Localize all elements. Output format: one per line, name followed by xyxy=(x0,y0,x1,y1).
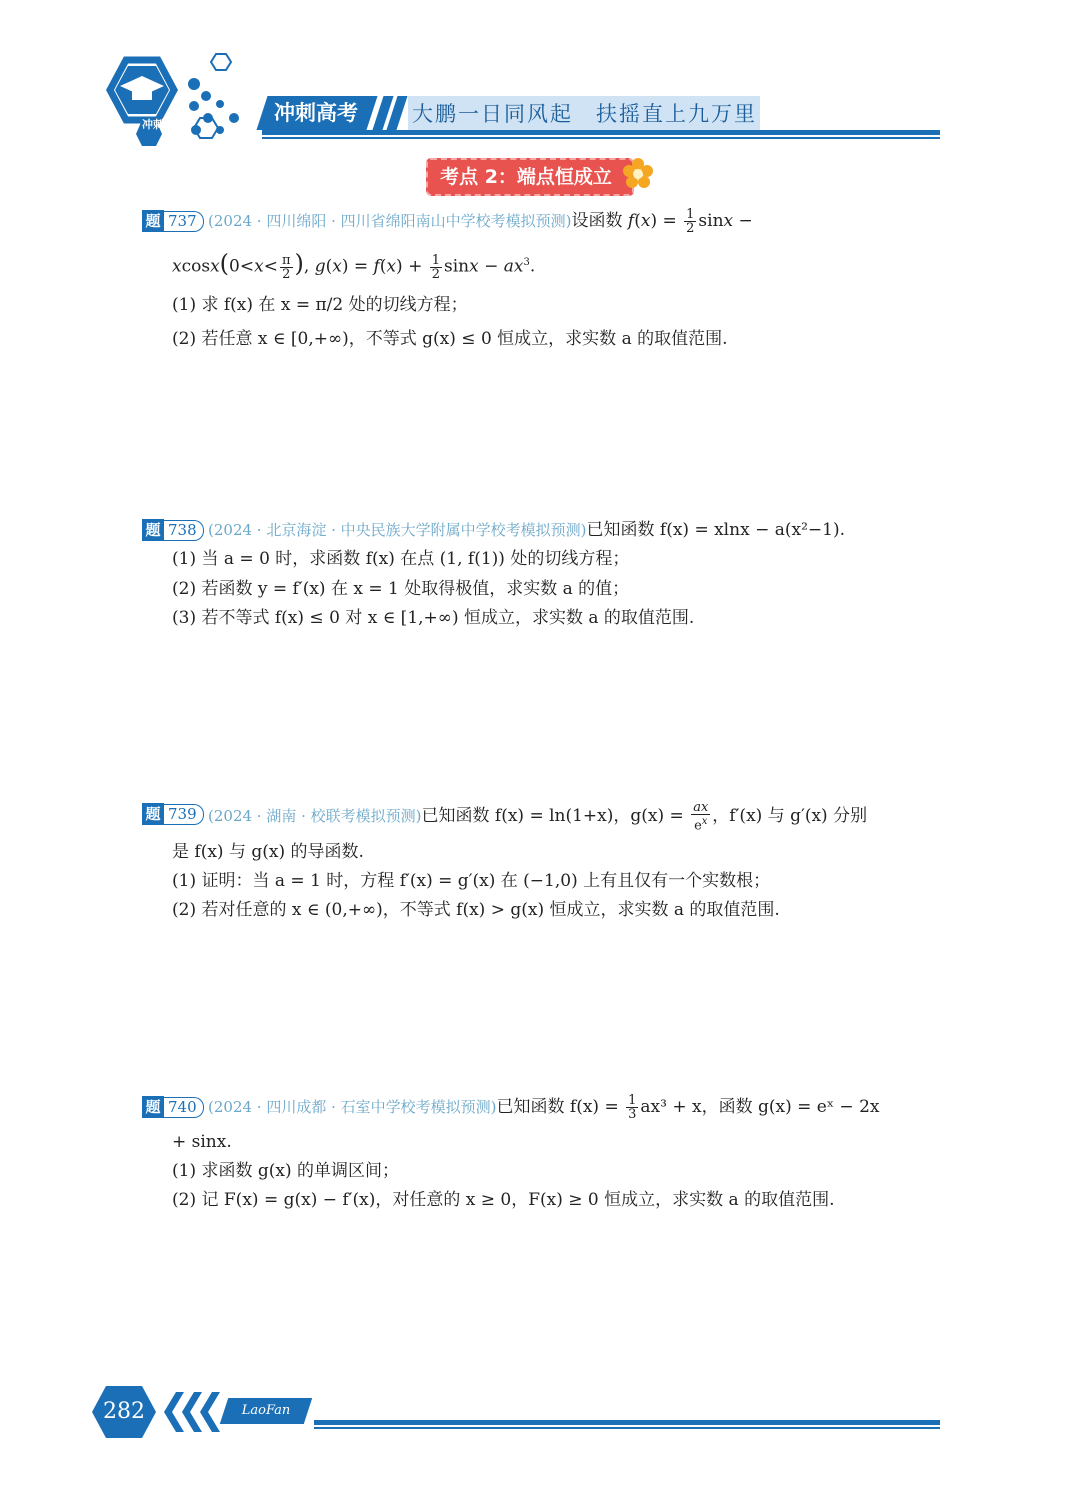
problem-number: 739 xyxy=(164,804,204,825)
problem-label xyxy=(142,803,204,825)
brand-text: LaoFan xyxy=(241,1403,291,1418)
problem-stem-text-end: ，f′(x) 与 g′(x) 分别 xyxy=(712,806,868,827)
problem-tag: 题 xyxy=(142,803,164,825)
problem-tag: 题 xyxy=(142,519,164,541)
problem-part: (1) 当 a = 0 时，求函数 f(x) 在点 (1, f(1)) 处的切线方程； xyxy=(172,549,630,569)
problem-stem xyxy=(208,517,845,543)
problem-stem: (2024 · 四川绵阳 · 四川省绵阳南山中学校考模拟预测)设函数 f(x) = $\frac{1}{2}$ sinx − xyxy=(208,207,753,236)
footer-rule xyxy=(314,1420,940,1425)
problem-stem-text-mid: ax³ + x，函数 g(x) = eˣ − 2x xyxy=(640,1097,880,1117)
problem-stem-cont: 是 f(x) 与 g(x) 的导函数. xyxy=(172,842,364,862)
problem-source: (2024 · 四川绵阳 · 四川省绵阳南山中学校考模拟预测) xyxy=(208,212,572,230)
problem-number: 740 xyxy=(164,1097,204,1118)
header-rule xyxy=(262,130,940,135)
problem-number: 737 xyxy=(164,211,204,232)
section-title: 考点 2：端点恒成立 xyxy=(440,166,612,188)
header-tag: 冲刺高考 xyxy=(274,101,358,125)
problem-stem: (2024 · 湖南 · 校联考模拟预测)已知函数 f(x) = ln(1+x)，g(x) = $\frac{ax}{e^x}$ ，f′(x) 与 g′(x) 分别 xyxy=(208,800,868,834)
footer-rule-thin xyxy=(314,1427,940,1429)
problem-label xyxy=(142,1096,204,1118)
problem-tag: 题 xyxy=(142,1096,164,1118)
logo-text: 冲刺 xyxy=(142,118,164,131)
problem-part: (2) 记 F(x) = g(x) − f′(x)，对任意的 x ≥ 0，F(x) ≥ 0 恒成立，求实数 a 的取值范围. xyxy=(172,1190,835,1210)
problem-label xyxy=(142,210,204,232)
problem-label xyxy=(142,519,204,541)
problem-source: (2024 · 湖南 · 校联考模拟预测) xyxy=(208,807,422,826)
problem-stem-text: 已知函数 f(x) = ln(1+x)，g(x) = xyxy=(421,806,684,827)
problem-part: (2) 若任意 x ∈ [0,+∞)，不等式 g(x) ≤ 0 恒成立，求实数 a 的取值范围. xyxy=(172,329,728,349)
problem-part: (2) 若函数 y = f′(x) 在 x = 1 处取得极值，求实数 a 的值； xyxy=(172,579,630,599)
header-slogan: 大鹏一日同风起 扶摇直上九万里 xyxy=(412,102,757,126)
problem-stem-text: 已知函数 f(x) = xlnx − a(x²−1). xyxy=(586,520,845,540)
problem-number: 738 xyxy=(164,520,204,541)
header-rule-thin xyxy=(262,137,940,139)
problem-part: (1) 求函数 g(x) 的单调区间； xyxy=(172,1161,400,1181)
problem-stem-text: 已知函数 f(x) = xyxy=(496,1097,619,1117)
flower-icon xyxy=(618,154,658,194)
problem-stem: (2024 · 四川成都 · 石室中学校考模拟预测)已知函数 f(x) = $\frac{1}{3}$ ax³ + x，函数 g(x) = eˣ − 2x xyxy=(208,1093,880,1122)
problem-part: (1) 证明：当 a = 1 时，方程 f′(x) = g′(x) 在 (−1,0) 上有且仅有一个实数根； xyxy=(172,871,771,891)
problem-part: (3) 若不等式 f(x) ≤ 0 对 x ∈ [1,+∞) 恒成立，求实数 a 的取值范围. xyxy=(172,608,695,628)
problem-part: (1) 求 f(x) 在 x = π/2 处的切线方程； xyxy=(172,295,468,315)
problem-stem-text: 设函数 xyxy=(571,211,623,231)
page-number: 282 xyxy=(103,1399,145,1424)
problem-source: (2024 · 北京海淀 · 中央民族大学附属中学校考模拟预测) xyxy=(208,521,587,539)
problem-stem-cont: xcosx(0<x< $\frac{\pi}{2}$ ), g(x) = f(x) + $\frac{1}{2}$ $\sin x - ax^3$. xyxy=(172,249,536,282)
problem-tag: 题 xyxy=(142,210,164,232)
problem-part: (2) 若对任意的 x ∈ (0,+∞)，不等式 f(x) > g(x) 恒成立，求实数 a 的取值范围. xyxy=(172,900,780,920)
problem-stem-cont: + sinx. xyxy=(172,1132,232,1152)
problem-source: (2024 · 四川成都 · 石室中学校考模拟预测) xyxy=(208,1098,497,1116)
logo-emblem xyxy=(96,46,256,156)
